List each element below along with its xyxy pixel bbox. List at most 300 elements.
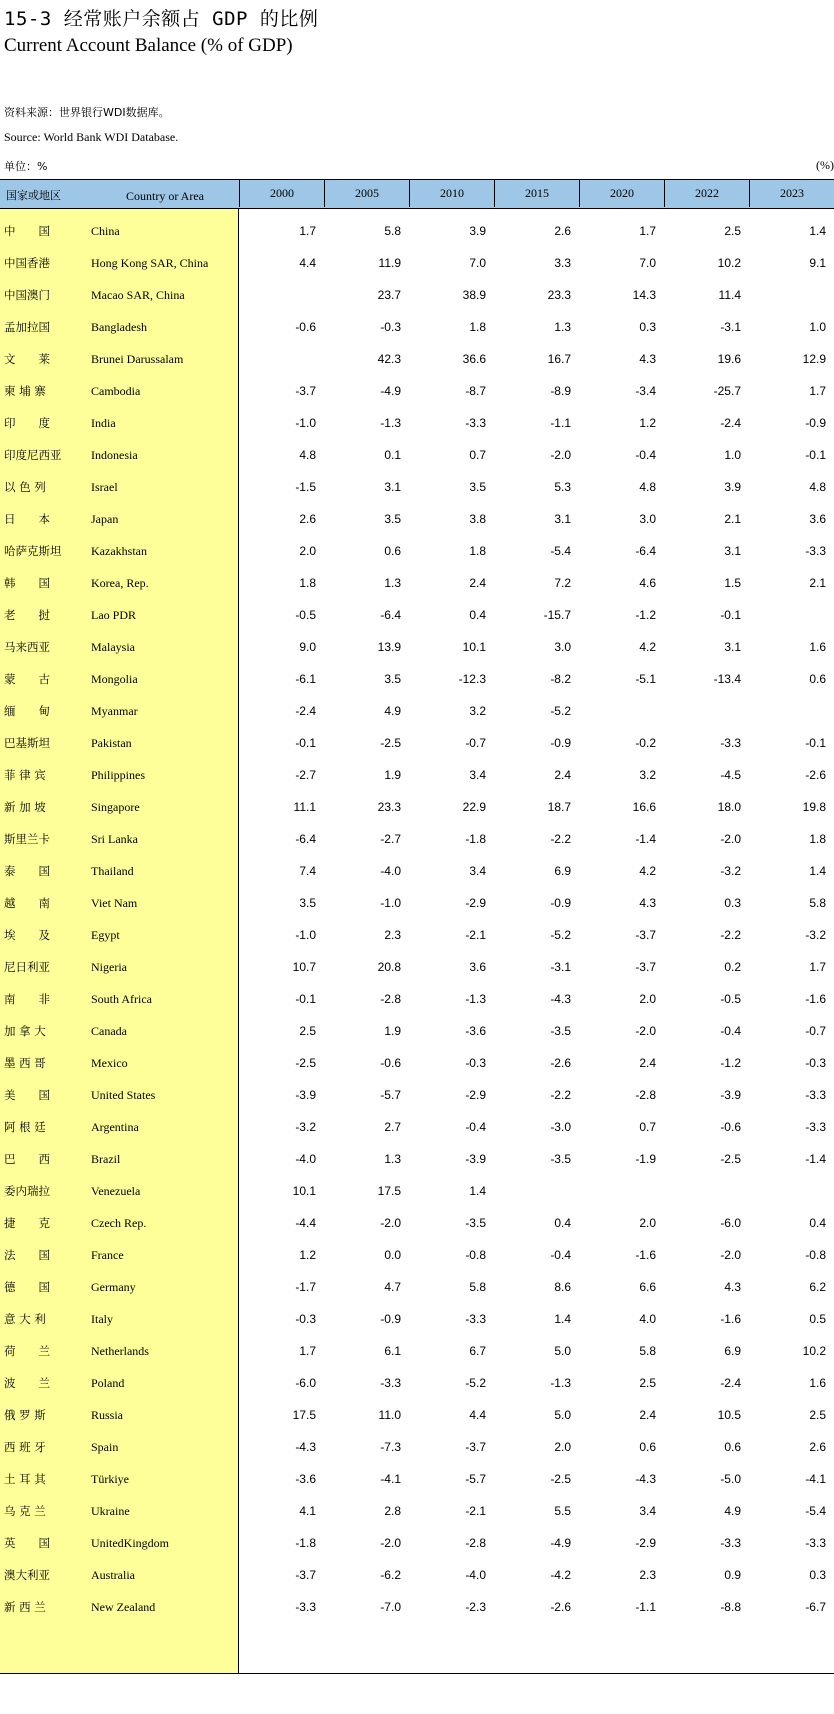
table-row <box>0 1335 834 1367</box>
cell-2005: 0.0 <box>384 1248 401 1262</box>
cell-2000: 4.1 <box>299 1504 316 1518</box>
cell-2020: 4.3 <box>639 352 656 366</box>
cell-2010: 0.7 <box>469 448 486 462</box>
country-name-en: Cambodia <box>91 384 141 398</box>
cell-2000: -0.5 <box>295 608 316 622</box>
cell-2005: 11.9 <box>378 256 401 270</box>
cell-2022: 1.5 <box>724 576 741 590</box>
cell-2020: -1.2 <box>635 608 656 622</box>
country-name-cn-text: 巴 西 <box>4 1152 50 1166</box>
cell-2000: -4.3 <box>295 1440 316 1454</box>
cell-2015: 2.6 <box>554 224 571 238</box>
table-row <box>0 759 834 791</box>
cell-2000: -0.1 <box>295 992 316 1006</box>
cell-2023: 1.8 <box>809 832 826 846</box>
cell-2015: -3.5 <box>550 1024 571 1038</box>
cell-2023 <box>749 279 826 311</box>
table-row <box>0 1399 834 1431</box>
country-name-en: Indonesia <box>91 448 138 462</box>
country-name-cn <box>4 919 90 951</box>
country-name-cn <box>4 375 90 407</box>
cell-2010: -3.7 <box>465 1440 486 1454</box>
cell-2010: 36.6 <box>462 352 486 366</box>
cell-2023: 0.3 <box>809 1568 826 1582</box>
cell-2000: 2.0 <box>299 544 316 558</box>
cell-2022: -3.3 <box>720 736 741 750</box>
table-row <box>0 1143 834 1175</box>
cell-2022: 10.5 <box>717 1408 741 1422</box>
table-row <box>0 375 834 407</box>
cell-2010: 3.5 <box>469 480 486 494</box>
table-row <box>0 1431 834 1463</box>
cell-2000: 4.8 <box>299 448 316 462</box>
country-name-en: France <box>91 1248 124 1262</box>
country-name-cn <box>4 1559 90 1591</box>
cell-2015: -4.3 <box>550 992 571 1006</box>
cell-2022: -3.2 <box>720 864 741 878</box>
country-name-cn <box>4 471 90 503</box>
cell-2015: 18.7 <box>547 800 571 814</box>
cell-2023: -1.4 <box>805 1152 826 1166</box>
cell-2005: -4.0 <box>380 864 401 878</box>
cell-2022: -0.4 <box>720 1024 741 1038</box>
cell-2022: 4.3 <box>724 1280 741 1294</box>
country-name-cn <box>4 1367 90 1399</box>
country-name-cn <box>4 951 90 983</box>
country-name-en: Sri Lanka <box>91 832 138 846</box>
country-name-en: Mexico <box>91 1056 128 1070</box>
cell-2000: -2.5 <box>295 1056 316 1070</box>
country-name-cn-text: 德 国 <box>4 1280 50 1294</box>
cell-2010: 1.8 <box>469 320 486 334</box>
cell-2010: -5.2 <box>465 1376 486 1390</box>
cell-2015: -1.1 <box>550 416 571 430</box>
cell-2000: 7.4 <box>299 864 316 878</box>
cell-2020: 2.0 <box>639 992 656 1006</box>
cell-2005: -4.9 <box>380 384 401 398</box>
cell-2005: 13.9 <box>377 640 401 654</box>
cell-2023: 1.7 <box>809 960 826 974</box>
cell-2010: -2.1 <box>465 928 486 942</box>
table-row <box>0 919 834 951</box>
cell-2010: 3.4 <box>469 768 486 782</box>
cell-2005: 1.9 <box>384 1024 401 1038</box>
country-name-cn <box>4 1175 90 1207</box>
country-name-cn-text: 乌 克 兰 <box>4 1504 46 1518</box>
cell-2023: -5.4 <box>805 1504 826 1518</box>
cell-2000: 4.4 <box>299 256 316 270</box>
country-name-cn <box>4 1111 90 1143</box>
country-name-cn-text: 墨 西 哥 <box>4 1056 46 1070</box>
country-name-cn <box>4 279 90 311</box>
country-name-cn-text: 波 兰 <box>4 1376 50 1390</box>
country-name-cn <box>4 1463 90 1495</box>
cell-2000: -3.9 <box>295 1088 316 1102</box>
cell-2022: -0.1 <box>720 608 741 622</box>
cell-2000: -3.3 <box>295 1600 316 1614</box>
cell-2005: -7.3 <box>380 1440 401 1454</box>
country-name-en: Lao PDR <box>91 608 136 622</box>
country-name-en: Ukraine <box>91 1504 130 1518</box>
cell-2010: -2.1 <box>465 1504 486 1518</box>
country-name-en: Venezuela <box>91 1184 141 1198</box>
country-name-en: Brunei Darussalam <box>91 352 184 366</box>
cell-2015: -3.1 <box>550 960 571 974</box>
table-row <box>0 1495 834 1527</box>
cell-2015: -0.4 <box>550 1248 571 1262</box>
cell-2015: -2.2 <box>550 1088 571 1102</box>
cell-2015: 5.0 <box>554 1344 571 1358</box>
cell-2005: 1.3 <box>384 576 401 590</box>
cell-2015: -5.4 <box>550 544 571 558</box>
table-row <box>0 1303 834 1335</box>
cell-2010: 3.6 <box>469 960 486 974</box>
cell-2020: 2.4 <box>639 1056 656 1070</box>
cell-2023: 1.4 <box>809 864 826 878</box>
cell-2005: 17.5 <box>377 1184 401 1198</box>
cell-2022: -2.4 <box>720 1376 741 1390</box>
cell-2015: 3.1 <box>554 512 571 526</box>
country-name-cn <box>4 1079 90 1111</box>
country-name-cn <box>4 1143 90 1175</box>
country-name-cn-text: 土 耳 其 <box>4 1472 46 1486</box>
cell-2020: -3.7 <box>635 928 656 942</box>
cell-2010: -5.7 <box>465 1472 486 1486</box>
country-name-en: United States <box>91 1088 156 1102</box>
country-name-cn-text: 美 国 <box>4 1088 50 1102</box>
country-name-en: Japan <box>91 512 119 526</box>
country-name-cn <box>4 567 90 599</box>
country-name-cn <box>4 887 90 919</box>
cell-2010: -3.9 <box>465 1152 486 1166</box>
cell-2022: 3.1 <box>724 640 741 654</box>
cell-2022: 4.9 <box>724 1504 741 1518</box>
cell-2005: 3.1 <box>384 480 401 494</box>
cell-2015: -0.9 <box>550 736 571 750</box>
cell-2010: 2.4 <box>469 576 486 590</box>
cell-2022: 6.9 <box>724 1344 741 1358</box>
cell-2005: -2.0 <box>380 1536 401 1550</box>
cell-2023: -6.7 <box>805 1600 826 1614</box>
cell-2005: 42.3 <box>377 352 401 366</box>
country-name-cn-text: 老 挝 <box>4 608 50 622</box>
cell-2000: -1.5 <box>295 480 316 494</box>
country-name-en: Germany <box>91 1280 136 1294</box>
cell-2000: -6.4 <box>295 832 316 846</box>
cell-2022 <box>664 695 741 727</box>
table-row <box>0 1463 834 1495</box>
cell-2010: -1.8 <box>465 832 486 846</box>
cell-2022: -25.7 <box>713 384 741 398</box>
cell-2023 <box>749 695 826 727</box>
cell-2022: -13.4 <box>713 672 741 686</box>
cell-2000: 1.8 <box>299 576 316 590</box>
cell-2022: 18.0 <box>717 800 741 814</box>
country-name-en: UnitedKingdom <box>91 1536 169 1550</box>
country-name-cn <box>4 823 90 855</box>
country-name-cn <box>4 1399 90 1431</box>
country-name-cn-text: 泰 国 <box>4 864 50 878</box>
country-name-en: Israel <box>91 480 118 494</box>
cell-2000: 2.6 <box>299 512 316 526</box>
country-name-en: Hong Kong SAR, China <box>91 256 209 270</box>
header-year-2005: 2005 <box>324 180 409 207</box>
cell-2023: 1.6 <box>809 1376 826 1390</box>
cell-2022: -4.5 <box>720 768 741 782</box>
country-name-en: India <box>91 416 116 430</box>
cell-2022: 0.9 <box>724 1568 741 1582</box>
cell-2005: -0.3 <box>380 320 401 334</box>
table-header <box>0 179 834 209</box>
country-name-cn-text: 俄 罗 斯 <box>4 1408 46 1422</box>
cell-2020: -4.3 <box>635 1472 656 1486</box>
cell-2020: 5.8 <box>639 1344 656 1358</box>
country-name-cn-text: 阿 根 廷 <box>4 1120 46 1134</box>
cell-2023: -0.1 <box>805 448 826 462</box>
cell-2023: -0.9 <box>805 416 826 430</box>
country-name-cn-text: 尼日利亚 <box>4 960 50 974</box>
country-name-cn-text: 委内瑞拉 <box>4 1184 50 1198</box>
country-name-cn <box>4 1335 90 1367</box>
cell-2020: -1.4 <box>635 832 656 846</box>
cell-2020 <box>579 695 656 727</box>
cell-2005: 11.0 <box>378 1408 401 1422</box>
country-name-cn-text: 韩 国 <box>4 576 50 590</box>
country-name-cn <box>4 727 90 759</box>
cell-2023: 1.4 <box>809 224 826 238</box>
table-row <box>0 855 834 887</box>
cell-2023: -2.6 <box>805 768 826 782</box>
table-row <box>0 1079 834 1111</box>
country-name-cn-text: 法 国 <box>4 1248 50 1262</box>
cell-2000: 17.5 <box>292 1408 316 1422</box>
cell-2000: -4.0 <box>295 1152 316 1166</box>
table-row <box>0 1047 834 1079</box>
cell-2023: -0.8 <box>805 1248 826 1262</box>
country-name-cn <box>4 1271 90 1303</box>
cell-2010: 4.4 <box>469 1408 486 1422</box>
cell-2000: -3.7 <box>295 384 316 398</box>
table-row <box>0 1559 834 1591</box>
cell-2005: -7.0 <box>380 1600 401 1614</box>
country-name-en: China <box>91 224 120 238</box>
cell-2010: -3.5 <box>465 1216 486 1230</box>
source-note-cn: 资料来源：世界银行WDI数据库。 <box>4 106 170 119</box>
cell-2015: 5.3 <box>554 480 571 494</box>
cell-2010: 1.4 <box>469 1184 486 1198</box>
cell-2020: -0.4 <box>635 448 656 462</box>
country-name-cn <box>4 1047 90 1079</box>
table-row <box>0 695 834 727</box>
cell-2015: -2.5 <box>550 1472 571 1486</box>
cell-2020: 7.0 <box>639 256 656 270</box>
cell-2015: 0.4 <box>554 1216 571 1230</box>
country-name-en: Malaysia <box>91 640 135 654</box>
country-name-en: Argentina <box>91 1120 139 1134</box>
cell-2010: -2.8 <box>465 1536 486 1550</box>
cell-2020: 14.3 <box>632 288 656 302</box>
cell-2010: -0.4 <box>465 1120 486 1134</box>
cell-2015: 23.3 <box>547 288 571 302</box>
cell-2020: 3.4 <box>639 1504 656 1518</box>
country-name-en: Egypt <box>91 928 120 942</box>
cell-2010: -0.7 <box>465 736 486 750</box>
table-row <box>0 823 834 855</box>
cell-2005: 2.3 <box>384 928 401 942</box>
cell-2000 <box>239 343 316 375</box>
table-row <box>0 311 834 343</box>
country-name-cn-text: 以 色 列 <box>4 480 46 494</box>
cell-2023: -0.7 <box>805 1024 826 1038</box>
cell-2015: 7.2 <box>554 576 571 590</box>
cell-2022: 19.6 <box>717 352 741 366</box>
cell-2010: 0.4 <box>469 608 486 622</box>
cell-2023: 0.6 <box>809 672 826 686</box>
cell-2000: 3.5 <box>299 896 316 910</box>
cell-2020: 2.5 <box>639 1376 656 1390</box>
cell-2020: 3.0 <box>639 512 656 526</box>
country-name-cn-text: 南 非 <box>4 992 50 1006</box>
country-name-cn <box>4 983 90 1015</box>
cell-2005: -6.4 <box>380 608 401 622</box>
table-row <box>0 1111 834 1143</box>
cell-2022: 1.0 <box>724 448 741 462</box>
country-name-en: Australia <box>91 1568 135 1582</box>
cell-2000: -3.7 <box>295 1568 316 1582</box>
cell-2010: 3.4 <box>469 864 486 878</box>
cell-2020: 4.2 <box>639 864 656 878</box>
cell-2020: 4.8 <box>639 480 656 494</box>
cell-2015: 5.5 <box>554 1504 571 1518</box>
cell-2020: -2.0 <box>635 1024 656 1038</box>
cell-2020 <box>579 1175 656 1207</box>
cell-2010: -0.8 <box>465 1248 486 1262</box>
cell-2020: -1.1 <box>635 1600 656 1614</box>
country-name-cn-text: 文 莱 <box>4 352 50 366</box>
cell-2015: -2.2 <box>550 832 571 846</box>
cell-2020: 1.2 <box>639 416 656 430</box>
country-name-cn-text: 加 拿 大 <box>4 1024 46 1038</box>
cell-2010: 3.8 <box>469 512 486 526</box>
cell-2015: 5.0 <box>554 1408 571 1422</box>
cell-2005: 2.7 <box>384 1120 401 1134</box>
cell-2000: -6.0 <box>295 1376 316 1390</box>
cell-2005: -1.0 <box>380 896 401 910</box>
country-name-en: Canada <box>91 1024 127 1038</box>
country-name-cn-text: 越 南 <box>4 896 50 910</box>
table-row <box>0 1527 834 1559</box>
country-name-cn <box>4 215 90 247</box>
cell-2023: 9.1 <box>809 256 826 270</box>
cell-2023: -0.3 <box>805 1056 826 1070</box>
cell-2005: 23.7 <box>377 288 401 302</box>
cell-2022: -2.5 <box>720 1152 741 1166</box>
table-row <box>0 599 834 631</box>
table-row <box>0 535 834 567</box>
cell-2015: 1.4 <box>554 1312 571 1326</box>
cell-2015: -4.2 <box>550 1568 571 1582</box>
country-name-cn-text: 中 国 <box>4 224 50 238</box>
cell-2022: -0.5 <box>720 992 741 1006</box>
cell-2023: 1.7 <box>809 384 826 398</box>
cell-2022: 10.2 <box>717 256 741 270</box>
cell-2005: 1.3 <box>384 1152 401 1166</box>
cell-2000: 11.1 <box>293 800 316 814</box>
cell-2022: -3.1 <box>720 320 741 334</box>
cell-2020: -2.9 <box>635 1536 656 1550</box>
country-name-en: Bangladesh <box>91 320 147 334</box>
country-name-cn-text: 印 度 <box>4 416 50 430</box>
country-name-cn <box>4 535 90 567</box>
cell-2010: -2.9 <box>465 1088 486 1102</box>
unit-label: 单位：% <box>4 160 48 173</box>
country-name-cn-text: 巴基斯坦 <box>4 736 50 750</box>
country-name-cn-text: 埃 及 <box>4 928 50 942</box>
cell-2020: 4.2 <box>639 640 656 654</box>
cell-2022: -3.3 <box>720 1536 741 1550</box>
cell-2010: 22.9 <box>462 800 486 814</box>
cell-2000: 2.5 <box>299 1024 316 1038</box>
cell-2023: 1.6 <box>809 640 826 654</box>
cell-2010: -3.3 <box>465 1312 486 1326</box>
country-name-en: Italy <box>91 1312 113 1326</box>
country-name-en: Singapore <box>91 800 140 814</box>
cell-2010: 7.0 <box>469 256 486 270</box>
cell-2015: -15.7 <box>543 608 571 622</box>
data-table <box>0 179 834 1674</box>
cell-2022: 2.1 <box>724 512 741 526</box>
country-name-cn <box>4 1239 90 1271</box>
cell-2005: -2.5 <box>380 736 401 750</box>
cell-2022: 0.3 <box>724 896 741 910</box>
country-name-en: Spain <box>91 1440 119 1454</box>
cell-2005: -2.8 <box>380 992 401 1006</box>
header-year-2020: 2020 <box>579 180 664 207</box>
country-name-en: Türkiye <box>91 1472 129 1486</box>
country-name-en: Mongolia <box>91 672 138 686</box>
country-name-cn <box>4 407 90 439</box>
cell-2000: 1.2 <box>299 1248 316 1262</box>
country-name-en: Macao SAR, China <box>91 288 185 302</box>
cell-2020: 4.6 <box>639 576 656 590</box>
cell-2023: 0.5 <box>809 1312 826 1326</box>
cell-2022: -0.6 <box>720 1120 741 1134</box>
country-name-cn-text: 新 西 兰 <box>4 1600 46 1614</box>
cell-2010: -8.7 <box>465 384 486 398</box>
cell-2015: -5.2 <box>550 704 571 718</box>
table-row <box>0 1591 834 1623</box>
table-row <box>0 951 834 983</box>
cell-2000: 10.1 <box>292 1184 316 1198</box>
cell-2010: -1.3 <box>465 992 486 1006</box>
cell-2023: -3.3 <box>805 544 826 558</box>
cell-2010: -3.3 <box>465 416 486 430</box>
cell-2020: -1.6 <box>635 1248 656 1262</box>
country-name-cn <box>4 1303 90 1335</box>
cell-2020: 16.6 <box>632 800 656 814</box>
country-name-cn <box>4 663 90 695</box>
country-name-cn <box>4 855 90 887</box>
country-name-en: Nigeria <box>91 960 127 974</box>
table-row <box>0 439 834 471</box>
cell-2015: -3.0 <box>550 1120 571 1134</box>
header-year-2023: 2023 <box>749 180 834 207</box>
cell-2020: 3.2 <box>639 768 656 782</box>
country-name-cn <box>4 503 90 535</box>
cell-2020: 6.6 <box>639 1280 656 1294</box>
table-row <box>0 215 834 247</box>
table-row <box>0 503 834 535</box>
